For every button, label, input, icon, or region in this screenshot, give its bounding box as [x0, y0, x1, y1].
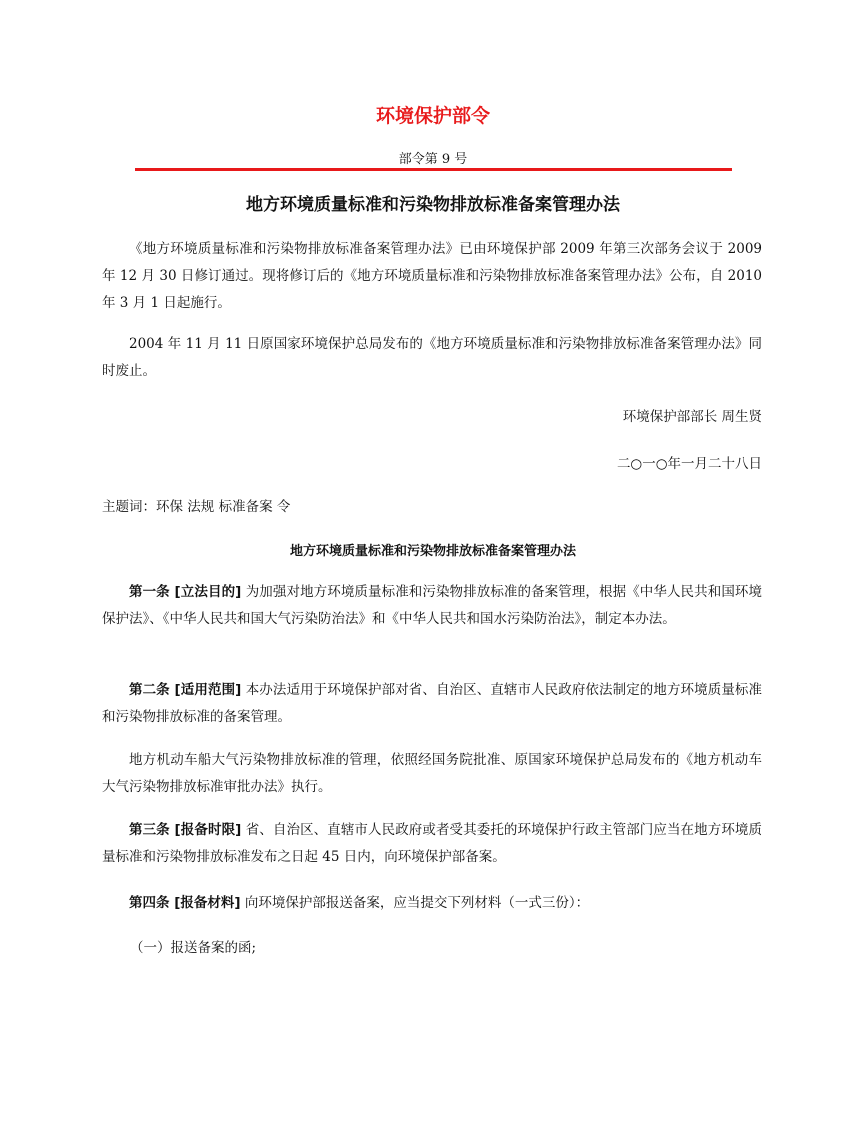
signatory: 环境保护部部长 周生贤	[622, 409, 762, 425]
regulation-sub-title: 地方环境质量标准和污染物排放标准备案管理办法	[289, 544, 576, 559]
article-3-body: 省、自治区、直辖市人民政府或者受其委托的环境保护行政主管部门应当在地方环境质量标准和污染物排放标准发布之日起 45 日内，向环境保护部备案。	[102, 822, 762, 865]
article-4	[102, 890, 762, 917]
issue-date: 二○一○年一月二十八日	[616, 456, 762, 472]
list-item-1: （一）报送备案的函;	[130, 940, 257, 956]
article-1-heading: 第一条 [立法目的]	[129, 584, 242, 600]
article-2-paragraph-2	[102, 747, 762, 801]
article-2-body: 本办法适用于环境保护部对省、自治区、直辖市人民政府依法制定的地方环境质量标准和污染物排放标准的备案管理。	[102, 682, 762, 725]
order-number: 部令第 9 号	[398, 152, 468, 167]
subject-words: 主题词：环保 法规 标准备案 令	[102, 499, 291, 515]
article-3	[102, 817, 762, 871]
preamble-paragraph-1: 《地方环境质量标准和污染物排放标准备案管理办法》已由环境保护部 2009 年第三次部务会议于 2009 年 12 月 30 日修订通过。现将修订后的《地方环境质量标准和污染物排放标准备案管理办法》公布，自 2010 年 3 月 1 日起施行。	[102, 241, 762, 311]
article-2-heading: 第二条 [适用范围]	[129, 682, 242, 698]
article-2	[102, 677, 762, 731]
document-title: 地方环境质量标准和污染物排放标准备案管理办法	[246, 195, 620, 215]
article-4-body: 向环境保护部报送备案，应当提交下列材料（一式三份）：	[240, 895, 590, 911]
article-3-heading: 第三条 [报备时限]	[129, 822, 242, 838]
preamble-paragraph-2: 2004 年 11 月 11 日原国家环境保护总局发布的《地方环境质量标准和污染物排放标准备案管理办法》同时废止。	[102, 336, 762, 379]
red-divider-line	[135, 168, 732, 171]
article-2-paragraph-2-body: 地方机动车船大气污染物排放标准的管理，依照经国务院批准、原国家环境保护总局发布的《地方机动车大气污染物排放标准审批办法》执行。	[102, 752, 762, 795]
article-1	[102, 579, 762, 633]
article-4-heading: 第四条 [报备材料]	[129, 895, 241, 911]
article-1-body: 为加强对地方环境质量标准和污染物排放标准的备案管理，根据《中华人民共和国环境保护法》、《中华人民共和国大气污染防治法》和《中华人民共和国水污染防治法》，制定本办法。	[102, 584, 762, 627]
department-order-heading: 环境保护部令	[375, 105, 490, 127]
